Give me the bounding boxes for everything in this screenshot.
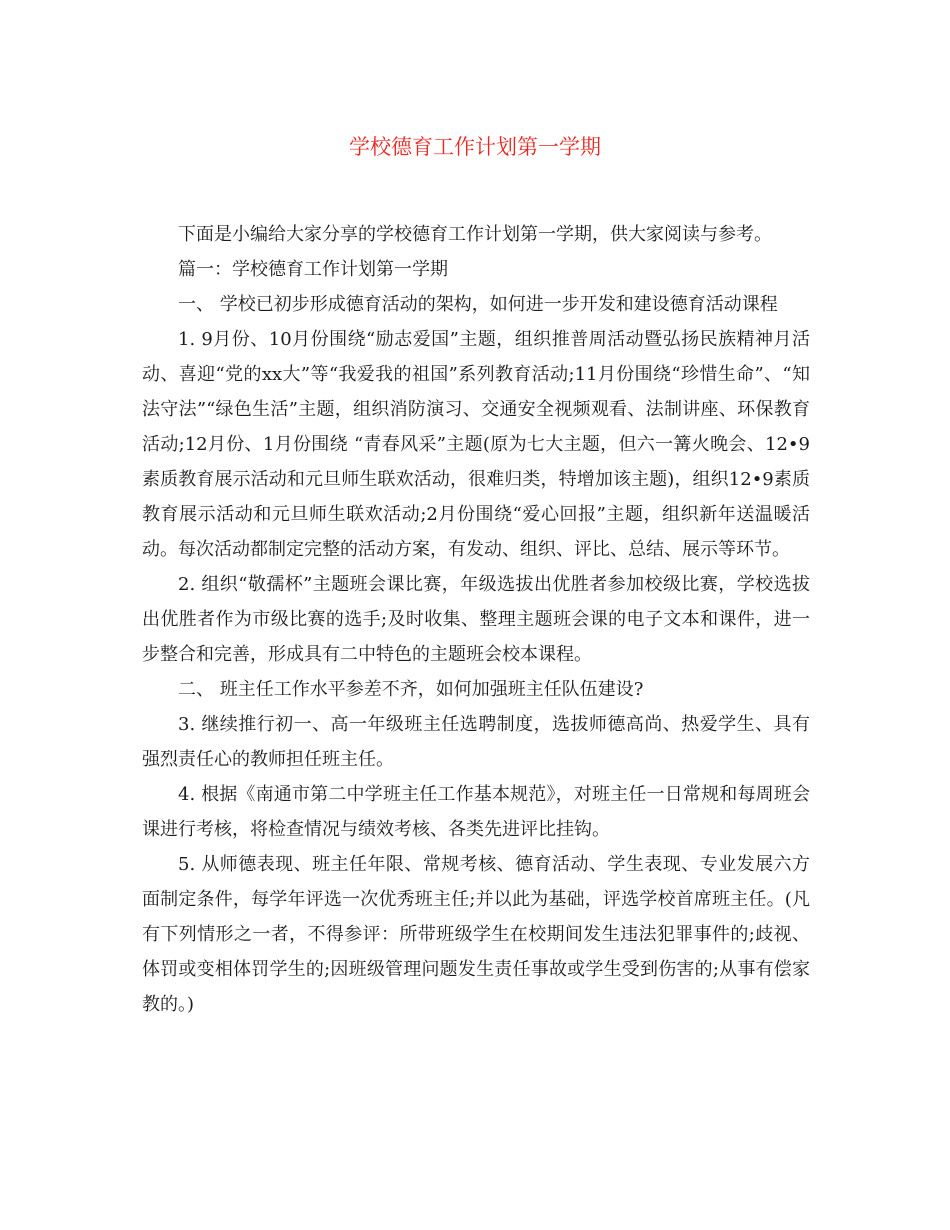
paragraph-item-4: 4. 根据《南通市第二中学班主任工作基本规范》，对班主任一日常规和每周班会课进行考核，将检查情况与绩效考核、各类先进评比挂钩。 (142, 784, 810, 840)
document-body (142, 217, 810, 1022)
paragraph-intro: 下面是小编给大家分享的学校德育工作计划第一学期，供大家阅读与参考。 (178, 224, 772, 245)
paragraph-item-2: 2. 组织“敬孺杯”主题班会课比赛，年级选拔出优胜者参加校级比赛，学校选拔出优胜者作为市级比赛的选手;及时收集、整理主题班会课的电子文本和课件，进一步整合和完善，形成具有二中特色的主题班会校本课程。 (142, 574, 810, 665)
paragraph-section-heading: 篇一：学校德育工作计划第一学期 (178, 259, 448, 280)
paragraph-heading-one: 一、 学校已初步形成德育活动的架构，如何进一步开发和建设德育活动课程 (178, 294, 778, 315)
paragraph-item-1: 1. 9月份、10月份围绕“励志爱国”主题，组织推普周活动暨弘扬民族精神月活动、喜迎“党的xx大”等“我爱我的祖国”系列教育活动;11月份围绕“珍惜生命”、“知法守法”“绿色生活”主题，组织消防演习、交通安全视频观看、法制讲座、环保教育活动;12月份、1月份围绕 “青春风采”主题(原为七大主题，但六一篝火晚会、12•9素质教育展示活动和元旦师生联欢活动，很难归类，特增加该主题)，组织12•9素质教育展示活动和元旦师生联欢活动;2月份围绕“爱心回报”主题，组织新年送温暖活动。每次活动都制定完整的活动方案，有发动、组织、评比、总结、展示等环节。 (142, 329, 810, 560)
paragraph-item-3: 3. 继续推行初一、高一年级班主任选聘制度，选拔师德高尚、热爱学生、具有强烈责任心的教师担任班主任。 (142, 714, 810, 770)
paragraph-item-5: 5. 从师德表现、班主任年限、常规考核、德育活动、学生表现、专业发展六方面制定条件，每学年评选一次优秀班主任;并以此为基础，评选学校首席班主任。(凡有下列情形之一者，不得参评：所带班级学生在校期间发生违法犯罪事件的;歧视、体罚或变相体罚学生的;因班级管理问题发生责任事故或学生受到伤害的;从事有偿家教的。) (142, 854, 810, 1015)
paragraph-heading-two: 二、 班主任工作水平参差不齐，如何加强班主任队伍建设? (178, 679, 644, 700)
document-title: 学校德育工作计划第一学期 (349, 135, 601, 159)
